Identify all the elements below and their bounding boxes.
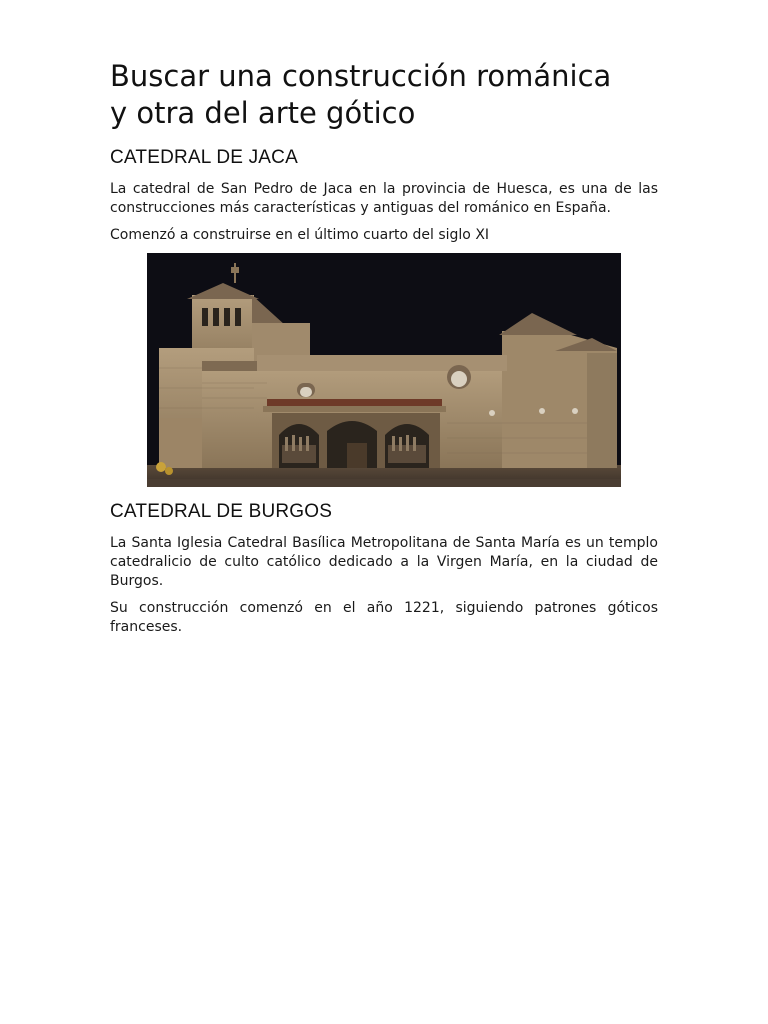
section-burgos [110, 500, 658, 637]
jaca-cathedral-photo [147, 253, 621, 487]
section-jaca [110, 146, 658, 487]
section-heading-burgos: CATEDRAL DE BURGOS [110, 501, 333, 522]
title-line-2: y otra del arte gótico [110, 96, 416, 130]
paragraph-burgos-date: Su construcción comenzó en el año 1221, siguiendo patrones góticos franceses. [110, 600, 658, 635]
section-heading-jaca: CATEDRAL DE JACA [110, 147, 298, 168]
title-line-1: Buscar una construcción románica [110, 59, 612, 93]
paragraph-jaca-date: Comenzó a construirse en el último cuarto del siglo XI [110, 227, 490, 243]
page-title [110, 58, 658, 132]
paragraph-burgos-description: La Santa Iglesia Catedral Basílica Metropolitana de Santa María es un templo catedralicio de culto católico dedicado a la Virgen María, en la ciudad de Burgos. [110, 535, 658, 589]
cathedral-image [147, 253, 621, 487]
document-page [110, 58, 658, 645]
paragraph-jaca-description: La catedral de San Pedro de Jaca en la provincia de Huesca, es una de las construcciones más características y antiguas del románico en España. [110, 181, 658, 216]
